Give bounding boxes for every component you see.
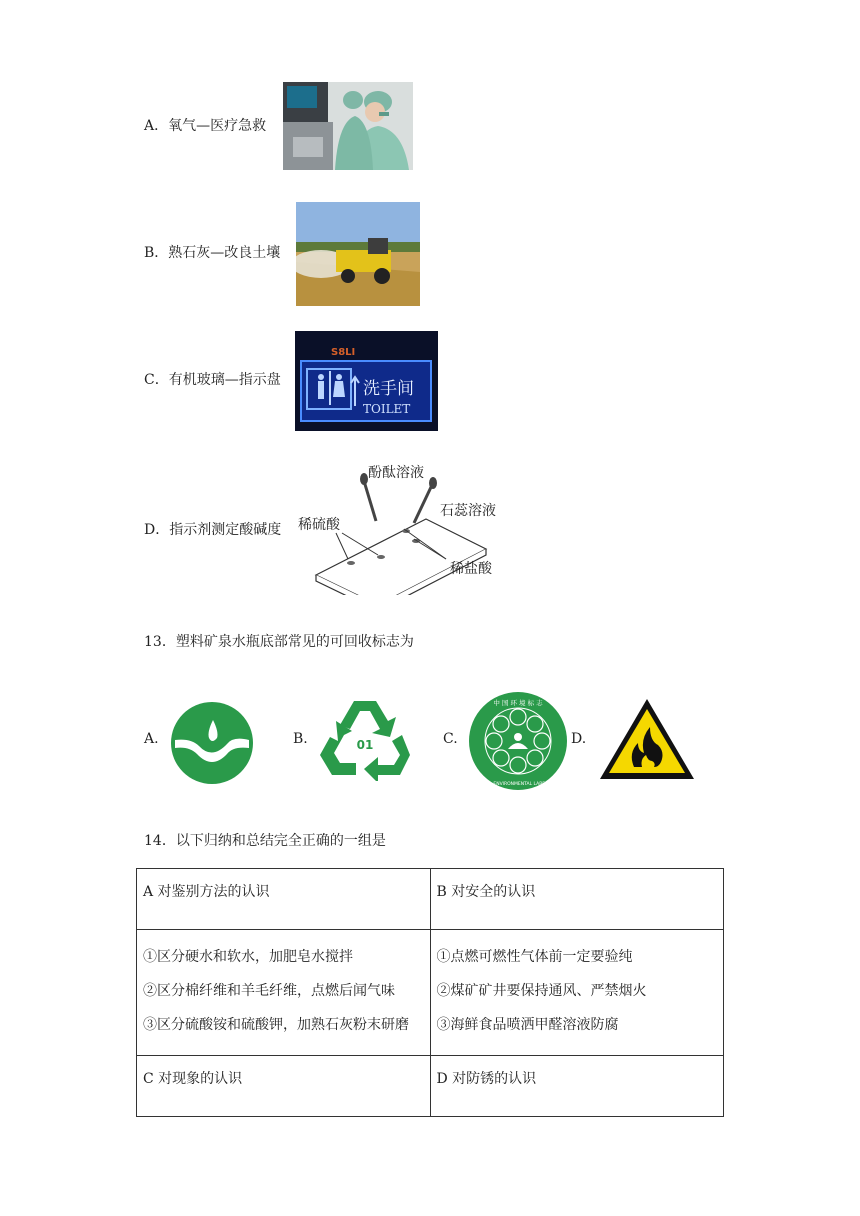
option-a-label: A．氧气—医疗急救	[144, 118, 267, 134]
lime-spreading-photo	[296, 202, 420, 306]
china-environmental-label-icon	[468, 691, 568, 791]
q13-option-d-label: D.	[571, 731, 587, 747]
medical-rescue-photo	[283, 82, 413, 170]
q13-stem: 13．塑料矿泉水瓶底部常见的可回收标志为	[144, 634, 414, 650]
flammable-warning-icon	[598, 697, 696, 781]
diagram-label-sulfuric: 稀硫酸	[298, 517, 340, 533]
sign-sub-text: TOILET	[363, 402, 411, 416]
summary-table	[136, 868, 724, 1117]
restroom-sign-photo	[295, 331, 438, 431]
recycle-symbol-icon	[316, 695, 414, 781]
sign-main-text: 洗手间	[363, 379, 414, 399]
b-item-3: ③海鲜食品喷洒甲醛溶液防腐	[436, 1017, 619, 1033]
cell-d-head: D 对防锈的认识	[430, 1056, 724, 1117]
water-saving-symbol-icon	[171, 702, 253, 784]
sign-top-text: S8LI	[331, 347, 356, 358]
q13-option-b-label: B.	[293, 731, 308, 747]
a-item-1: ①区分硬水和软水，加肥皂水搅拌	[143, 949, 353, 965]
q13-option-a-label: A.	[144, 731, 159, 747]
a-item-2: ②区分棉纤维和羊毛纤维，点燃后闻气味	[143, 983, 395, 999]
diagram-label-phenolphthalein: 酚酞溶液	[368, 465, 424, 481]
cell-b-items	[430, 930, 724, 1056]
indicator-diagram	[296, 455, 506, 595]
b-item-2: ②煤矿矿井要保持通风、严禁烟火	[436, 983, 647, 999]
cell-c-head: C 对现象的认识	[137, 1056, 431, 1117]
cell-a-items	[137, 930, 431, 1056]
option-b-label: B．熟石灰—改良土壤	[144, 245, 281, 261]
diagram-label-hydrochloric: 稀盐酸	[450, 561, 492, 577]
q14-stem: 14．以下归纳和总结完全正确的一组是	[144, 833, 386, 849]
q13-option-c-label: C.	[443, 731, 458, 747]
diagram-label-litmus: 石蕊溶液	[440, 503, 496, 519]
cell-b-head: B 对安全的认识	[430, 869, 724, 930]
option-d-label: D．指示剂测定酸碱度	[144, 522, 282, 538]
eco-label-ring-text: CHINA ENVIRONMENTAL LABELLING	[477, 782, 559, 787]
a-item-3: ③区分硫酸铵和硫酸钾，加熟石灰粉末研磨	[143, 1017, 409, 1033]
recycle-number: 01	[356, 738, 374, 752]
cell-a-head: A 对鉴别方法的认识	[137, 869, 431, 930]
option-c-label: C．有机玻璃—指示盘	[144, 372, 281, 388]
b-item-1: ①点燃可燃性气体前一定要验纯	[436, 949, 633, 965]
eco-label-top-text: 中 国 环 境 标 志	[493, 699, 543, 707]
